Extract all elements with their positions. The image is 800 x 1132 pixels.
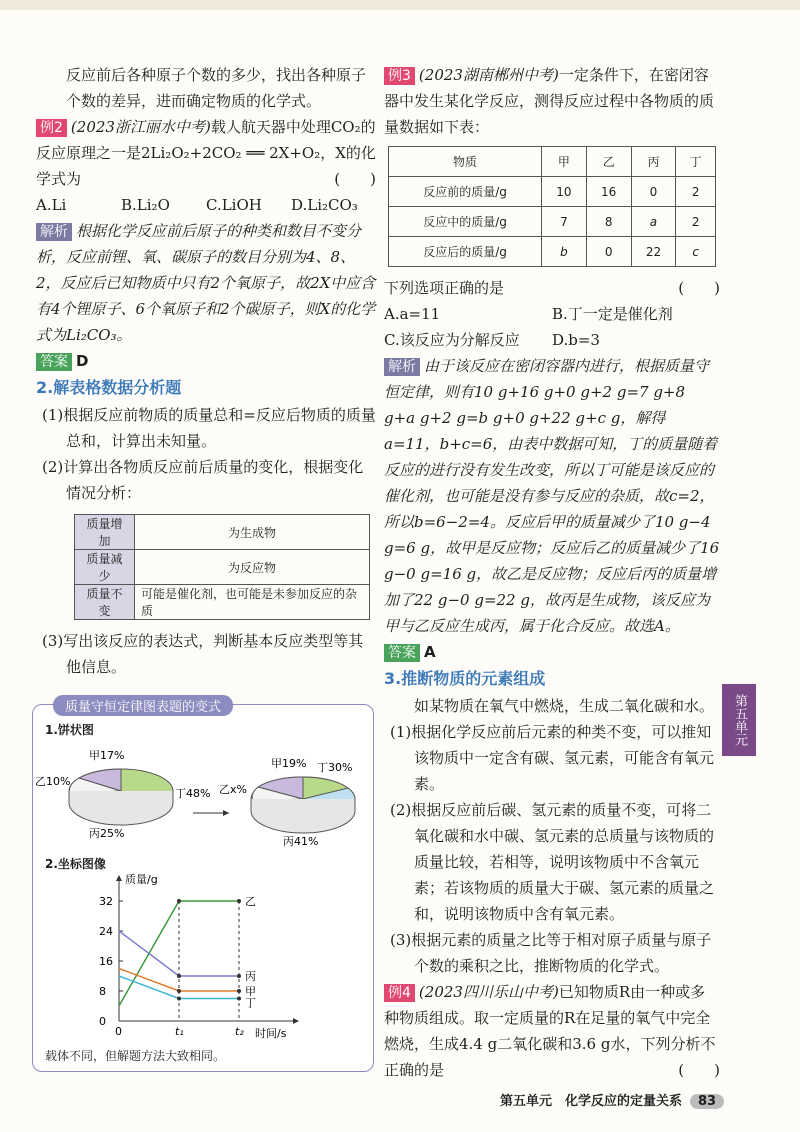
data-point [237, 974, 241, 978]
analysis-tag: 解析 [384, 358, 420, 376]
example-3-tag: 例3 [384, 67, 415, 85]
pie1-label-bing: 丙25% [89, 827, 125, 840]
table-cell: 质量减少 [75, 550, 135, 585]
page-number: 83 [690, 1094, 724, 1109]
example-4-tag: 例4 [384, 984, 415, 1002]
top-bar [0, 0, 800, 10]
series-label: 甲 [245, 985, 256, 998]
table-header-cell: 物质 [389, 147, 542, 177]
page-footer [500, 1090, 724, 1109]
example-3-q: 下列选项正确的是 [384, 279, 505, 297]
table-cell: 可能是催化剂，也可能是未参加反应的杂质 [134, 585, 369, 620]
variant-box [32, 700, 374, 1072]
example-2-tag: 例2 [36, 119, 67, 137]
series-label: 丁 [245, 996, 256, 1010]
table-cell: 0 [631, 177, 676, 207]
table-row [75, 515, 370, 550]
right-column [384, 62, 720, 1083]
option-d: D.Li₂CO₃ [291, 196, 358, 214]
y-axis-arrow-icon [116, 875, 122, 881]
footer-unit-title: 第五单元 化学反应的定量关系 [500, 1094, 683, 1109]
table-cell: 22 [631, 237, 676, 267]
section-2-heading: 2.解表格数据分析题 [36, 378, 182, 397]
option-a: A.Li [36, 196, 67, 214]
y-tick-label: 0 [99, 1015, 106, 1028]
option-c: C.LiOH [206, 196, 262, 214]
example-4-source: (2023四川乐山中考) [418, 983, 559, 1001]
table-cell: a [631, 207, 676, 237]
option-d: D.b=3 [552, 331, 600, 349]
box-note: 载体不同，但解题方法大致相同。 [45, 1049, 226, 1063]
example-2-blank: ( ) [334, 170, 376, 188]
example-4-blank: ( ) [678, 1061, 720, 1079]
table-header-cell: 甲 [542, 147, 587, 177]
table-cell: 0 [586, 237, 631, 267]
example-4-text: 已知物质R由一种或多种物质组成。取一定质量的R在足量的氧气中完全燃烧，生成4.4 g二氧化碳和3.6 g水，下列分析不正确的是 [384, 983, 716, 1079]
table-header-row [389, 147, 716, 177]
step-1: (1)根据反应前物质的质量总和=反应后物质的质量总和，计算出未知量。 [42, 406, 376, 450]
table-row [389, 177, 716, 207]
series-label: 乙 [245, 895, 256, 908]
example-3-blank: ( ) [678, 279, 720, 297]
y-tick-label: 24 [99, 925, 113, 938]
section-3-step-3: (3)根据元素的质量之比等于相对原子质量与原子个数的乘积之比，推断物质的化学式。 [390, 931, 712, 975]
section-3-step-1: (1)根据化学反应前后元素的种类不变，可以推知该物质中一定含有碳、氢元素，可能含有氧元素。 [390, 723, 715, 793]
data-point [177, 989, 181, 993]
data-point [237, 997, 241, 1001]
pie-section-label: 1.饼状图 [45, 723, 94, 737]
example-3-analysis [384, 353, 720, 639]
example-3-question [384, 62, 720, 140]
example-4-question [384, 979, 720, 1083]
example-3-answer [384, 639, 720, 665]
example-2-answer-value: D [76, 352, 89, 370]
table-header-cell: 乙 [586, 147, 631, 177]
table-cell: 7 [542, 207, 587, 237]
step-3: (3)写出该反应的表达式，判断基本反应类型等其他信息。 [42, 632, 364, 676]
left-column [36, 62, 376, 680]
table-header-cell: 丙 [631, 147, 676, 177]
pie2-label-jia: 甲19% [271, 757, 307, 770]
table-cell: b [542, 237, 587, 267]
pie2-label-bing: 丙41% [283, 835, 319, 848]
table-cell: 2 [676, 207, 716, 237]
intro-line-2: 个数的差异，进而确定物质的化学式。 [66, 92, 322, 110]
example-2-text: 载人航天器中处理CO₂的反应原理之一是2Li₂O₂+2CO₂ ══ 2X+O₂，X的化学式为 [36, 118, 376, 188]
pie1-label-ding: 丁48% [175, 787, 211, 800]
example-2-analysis-text: 根据化学反应前后原子的种类和数目不变分析，反应前锂、氧、碳原子的数目分别为4、8、2，反应后已知物质中只有2个氧原子，故2X中应含有4个锂原子、6个氧原子和2个碳原子，则X的化学式为Li₂CO₃。 [36, 222, 376, 344]
table-cell: 反应中的质量/g [389, 207, 542, 237]
example-3-prompt [384, 275, 720, 301]
answer-tag: 答案 [36, 353, 72, 371]
option-b: B.丁一定是催化剂 [552, 305, 673, 323]
table-cell: 质量增加 [75, 515, 135, 550]
example-2-source: (2023浙江丽水中考) [70, 118, 211, 136]
table-cell: 2 [676, 177, 716, 207]
table-row [75, 550, 370, 585]
example-2-question [36, 114, 376, 192]
table-cell: 为生成物 [134, 515, 369, 550]
intro-line-1: 反应前后各种原子个数的多少，找出各种原子 [66, 66, 367, 84]
table-cell: c [676, 237, 716, 267]
data-point [237, 989, 241, 993]
table-cell: 10 [542, 177, 587, 207]
table-cell: 16 [586, 177, 631, 207]
example-2-options [36, 192, 376, 218]
pie1-label-yi: 乙10% [35, 775, 71, 788]
y-tick-label: 16 [99, 955, 113, 968]
x-axis-label: 时间/s [255, 1027, 287, 1040]
mass-data-table [388, 146, 716, 267]
pie1-label-jia: 甲17% [89, 749, 125, 762]
answer-tag: 答案 [384, 644, 420, 662]
section-3-heading: 3.推断物质的元素组成 [384, 669, 546, 688]
line-section-label: 2.坐标图像 [45, 857, 106, 871]
example-3-answer-value: A [424, 643, 436, 661]
table-header-cell: 丁 [676, 147, 716, 177]
table-row [389, 207, 716, 237]
option-b: B.Li₂O [121, 196, 170, 214]
option-a: A.a=11 [384, 305, 441, 323]
data-point [177, 899, 181, 903]
pie-2 [219, 757, 355, 848]
variant-box-title: 质量守恒定律图表题的变式 [53, 695, 233, 716]
origin-label: 0 [115, 1025, 122, 1038]
line-chart [33, 871, 371, 1041]
table-row [75, 585, 370, 620]
arrow-head-icon [223, 810, 229, 816]
y-tick-label: 32 [99, 895, 113, 908]
section-3-intro: 如某物质在氧气中燃烧，生成二氧化碳和水。 [414, 697, 715, 715]
x-tick-label: t₂ [235, 1025, 244, 1038]
series-label: 丙 [245, 970, 256, 983]
example-3-source: (2023湖南郴州中考) [418, 66, 559, 84]
table-cell: 为反应物 [134, 550, 369, 585]
example-3-text: 一定条件下，在密闭容器中发生某化学反应，测得反应过程中各物质的质量数据如下表： [384, 66, 715, 136]
data-point [237, 899, 241, 903]
table-cell: 反应后的质量/g [389, 237, 542, 267]
data-point [177, 974, 181, 978]
mass-change-table [74, 514, 370, 620]
pie-1 [35, 749, 210, 840]
y-axis-label: 质量/g [125, 873, 158, 886]
x-axis-arrow-icon [293, 1018, 299, 1024]
section-3-step-2: (2)根据反应前后碳、氢元素的质量不变，可将二氧化碳和水中碳、氢元素的总质量与该物质的质量比较，若相等，说明该物质中不含氧元素；若该物质的质量大于碳、氢元素的质量之和，说明该物质中含有氧元素。 [390, 801, 715, 923]
pie2-label-ding: 丁30% [317, 761, 353, 774]
data-point [177, 997, 181, 1001]
example-2-analysis [36, 218, 376, 348]
table-cell: 反应前的质量/g [389, 177, 542, 207]
example-2-answer [36, 348, 376, 374]
table-row [389, 237, 716, 267]
example-3-options [384, 301, 720, 353]
example-3-analysis-text: 由于该反应在密闭容器内进行，根据质量守恒定律，则有10 g+16 g+0 g+2 g=7 g+8 g+a g+2 g=b g+0 g+22 g+c g，解得a=11，b+c=6，由表中数据可知，丁的质量随着反应的进行没有发生改变，所以丁可能是该反应的催化剂，也可能是没有参与反应的杂质，故c=2，所以b=6−2=4。反应后甲的质量减少了10 g−4 g=6 g，故甲是反应物；反应后乙的质量减少了16 g−0 g=16 g，故乙是反应物；反应后丙的质量增加了22 g−0 g=22 g，故丙是生成物，该反应为甲与乙反应生成丙，属于化合反应。故选A。 [384, 357, 720, 635]
option-c: C.该反应为分解反应 [384, 331, 520, 349]
table-cell: 质量不变 [75, 585, 135, 620]
y-tick-label: 8 [99, 985, 106, 998]
table-cell: 8 [586, 207, 631, 237]
analysis-tag: 解析 [36, 223, 72, 241]
pie2-label-yi: 乙x% [219, 783, 247, 796]
x-tick-label: t₁ [175, 1025, 184, 1038]
step-2: (2)计算出各物质反应前后质量的变化，根据变化情况分析： [42, 458, 364, 502]
unit-side-tab: 第五单元 [722, 684, 756, 756]
